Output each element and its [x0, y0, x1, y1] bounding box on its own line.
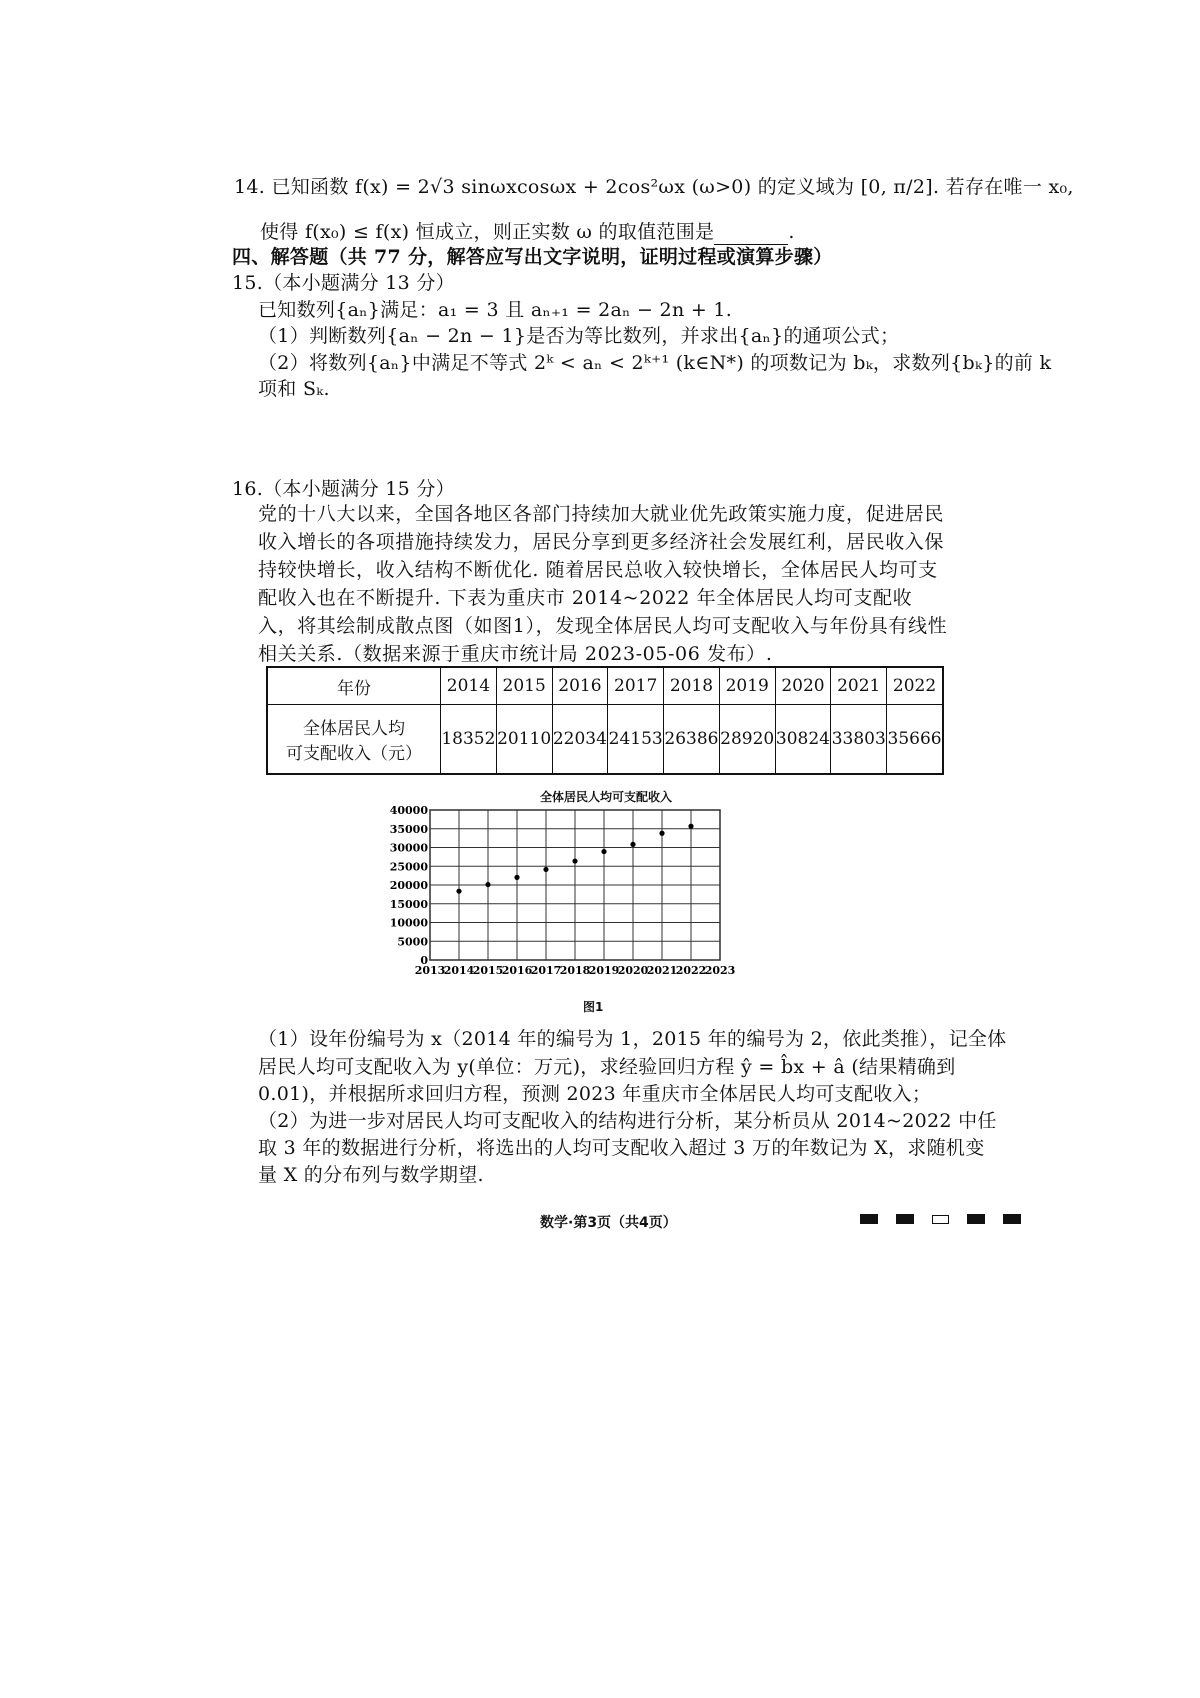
q16-part2-line3: 量 X 的分布列与数学期望.	[258, 1164, 484, 1186]
income-cell: 30824	[775, 705, 831, 775]
income-table	[266, 666, 944, 775]
x-tick-label: 2017	[530, 964, 562, 977]
figure-caption: 图1	[583, 1000, 604, 1014]
table-header-year: 年份	[267, 667, 441, 705]
q15-part2-cont: 项和 Sₖ.	[258, 378, 330, 400]
income-cell: 35666	[887, 705, 943, 775]
q16-paragraph: 党的十八大以来，全国各地区各部门持续加大就业优先政策实施力度，促进居民收入增长的各项措施持续发力，居民分享到更多经济社会发展红利，居民收入保持较快增长，收入结构不断优化. 随着居民总收入较快增长，全体居民人均可支配收入也在不断提升. 下表为重庆市 2014~2022 年全体居民人均可支配收入，将其绘制成散点图（如图1），发现全体居民人均可支配收入与年份具有线性相关关系.（数据来源于重庆市统计局 2023-05-06 发布）.	[258, 503, 948, 665]
year-cell: 2020	[775, 667, 831, 705]
income-cell: 28920	[719, 705, 775, 775]
page-mark-filled	[860, 1214, 878, 1224]
scatter-chart	[380, 798, 820, 998]
year-cell: 2017	[608, 667, 664, 705]
data-point	[485, 882, 490, 887]
q14-line2	[260, 219, 795, 245]
q14-line2-end: .	[788, 221, 795, 243]
x-tick-label: 2021	[646, 964, 678, 977]
x-tick-label: 2013	[414, 964, 446, 977]
chart-title: 全体居民人均可支配收入	[540, 790, 673, 804]
y-tick-label: 15000	[389, 897, 428, 911]
x-tick-label: 2016	[501, 964, 533, 977]
x-tick-label: 2022	[675, 964, 707, 977]
page-mark-filled	[967, 1214, 985, 1224]
y-tick-label: 10000	[389, 916, 428, 930]
data-point	[543, 867, 548, 872]
table-row-years	[267, 667, 943, 705]
year-cell: 2019	[719, 667, 775, 705]
x-tick-label: 2020	[617, 964, 649, 977]
year-cell: 2016	[552, 667, 608, 705]
y-tick-label: 40000	[389, 804, 428, 817]
page-mark-filled	[896, 1214, 914, 1224]
q14-line2-text: 使得 f(x₀) ≤ f(x) 恒成立，则正实数 ω 的取值范围是	[260, 221, 715, 243]
data-point	[688, 824, 693, 829]
answer-blank	[714, 226, 788, 245]
y-tick-label: 35000	[389, 822, 428, 836]
y-tick-label: 25000	[389, 860, 428, 874]
income-cell: 33803	[831, 705, 887, 775]
q15-part2: （2）将数列{aₙ}中满足不等式 2ᵏ < aₙ < 2ᵏ⁺¹ (k∈N*) 的项数记为 bₖ，求数列{bₖ}的前 k	[258, 352, 1052, 374]
year-cell: 2021	[831, 667, 887, 705]
income-cell: 20110	[496, 705, 552, 775]
x-tick-label: 2019	[588, 964, 620, 977]
page-footer: 数学·第3页（共4页）	[540, 1215, 677, 1231]
q16-part1-line3: 0.01)，并根据所求回归方程，预测 2023 年重庆市全体居民人均可支配收入；	[258, 1083, 932, 1105]
q16-header: 16.（本小题满分 15 分）	[232, 478, 455, 500]
x-tick-label: 2023	[704, 964, 736, 977]
x-tick-label: 2015	[472, 964, 504, 977]
table-header-income	[267, 705, 441, 775]
section-heading: 四、解答题（共 77 分，解答应写出文字说明，证明过程或演算步骤）	[232, 246, 833, 268]
y-tick-label: 5000	[397, 935, 428, 949]
q15-header: 15.（本小题满分 13 分）	[232, 272, 455, 294]
income-cell: 18352	[441, 705, 497, 775]
q15-given: 已知数列{aₙ}满足：a₁ = 3 且 aₙ₊₁ = 2aₙ − 2n + 1.	[258, 299, 733, 321]
table-row-income	[267, 705, 943, 775]
x-tick-label: 2018	[559, 964, 591, 977]
q14-line1: 14. 已知函数 f(x) = 2√3 sinωxcosωx + 2cos²ωx (ω>0) 的定义域为 [0, π/2]. 若存在唯一 x₀,	[234, 176, 1074, 198]
data-point	[572, 858, 577, 863]
y-tick-label: 0	[420, 954, 428, 967]
income-cell: 26386	[664, 705, 720, 775]
data-point	[659, 831, 664, 836]
data-point	[630, 842, 635, 847]
data-point	[456, 889, 461, 894]
x-tick-label: 2014	[443, 964, 475, 977]
page-mark-empty	[932, 1215, 949, 1224]
q16-part2-line1: （2）为进一步对居民人均可支配收入的结构进行分析，某分析员从 2014~2022 中任	[258, 1110, 997, 1132]
income-cell: 22034	[552, 705, 608, 775]
income-cell: 24153	[608, 705, 664, 775]
q15-part1: （1）判断数列{aₙ − 2n − 1}是否为等比数列，并求出{aₙ}的通项公式；	[258, 325, 900, 347]
q16-part1-line1: （1）设年份编号为 x（2014 年的编号为 1，2015 年的编号为 2，依此类推），记全体	[258, 1028, 1007, 1050]
data-point	[601, 849, 606, 854]
year-cell: 2022	[887, 667, 943, 705]
q16-part1-line2: 居民人均可支配收入为 y(单位：万元)，求经验回归方程 ŷ = b̂x + â (结果精确到	[258, 1056, 956, 1078]
y-tick-label: 30000	[389, 841, 428, 855]
data-point	[514, 875, 519, 880]
page-marks	[860, 1214, 1021, 1224]
header-income-line1: 全体居民人均	[303, 719, 405, 739]
year-cell: 2018	[664, 667, 720, 705]
header-income-line2: 可支配收入（元）	[286, 744, 422, 764]
year-cell: 2015	[496, 667, 552, 705]
year-cell: 2014	[441, 667, 497, 705]
page-mark-filled	[1003, 1214, 1021, 1224]
y-tick-label: 20000	[389, 879, 428, 892]
q16-part2-line2: 取 3 年的数据进行分析，将选出的人均可支配收入超过 3 万的年数记为 X，求随机变	[258, 1137, 985, 1159]
